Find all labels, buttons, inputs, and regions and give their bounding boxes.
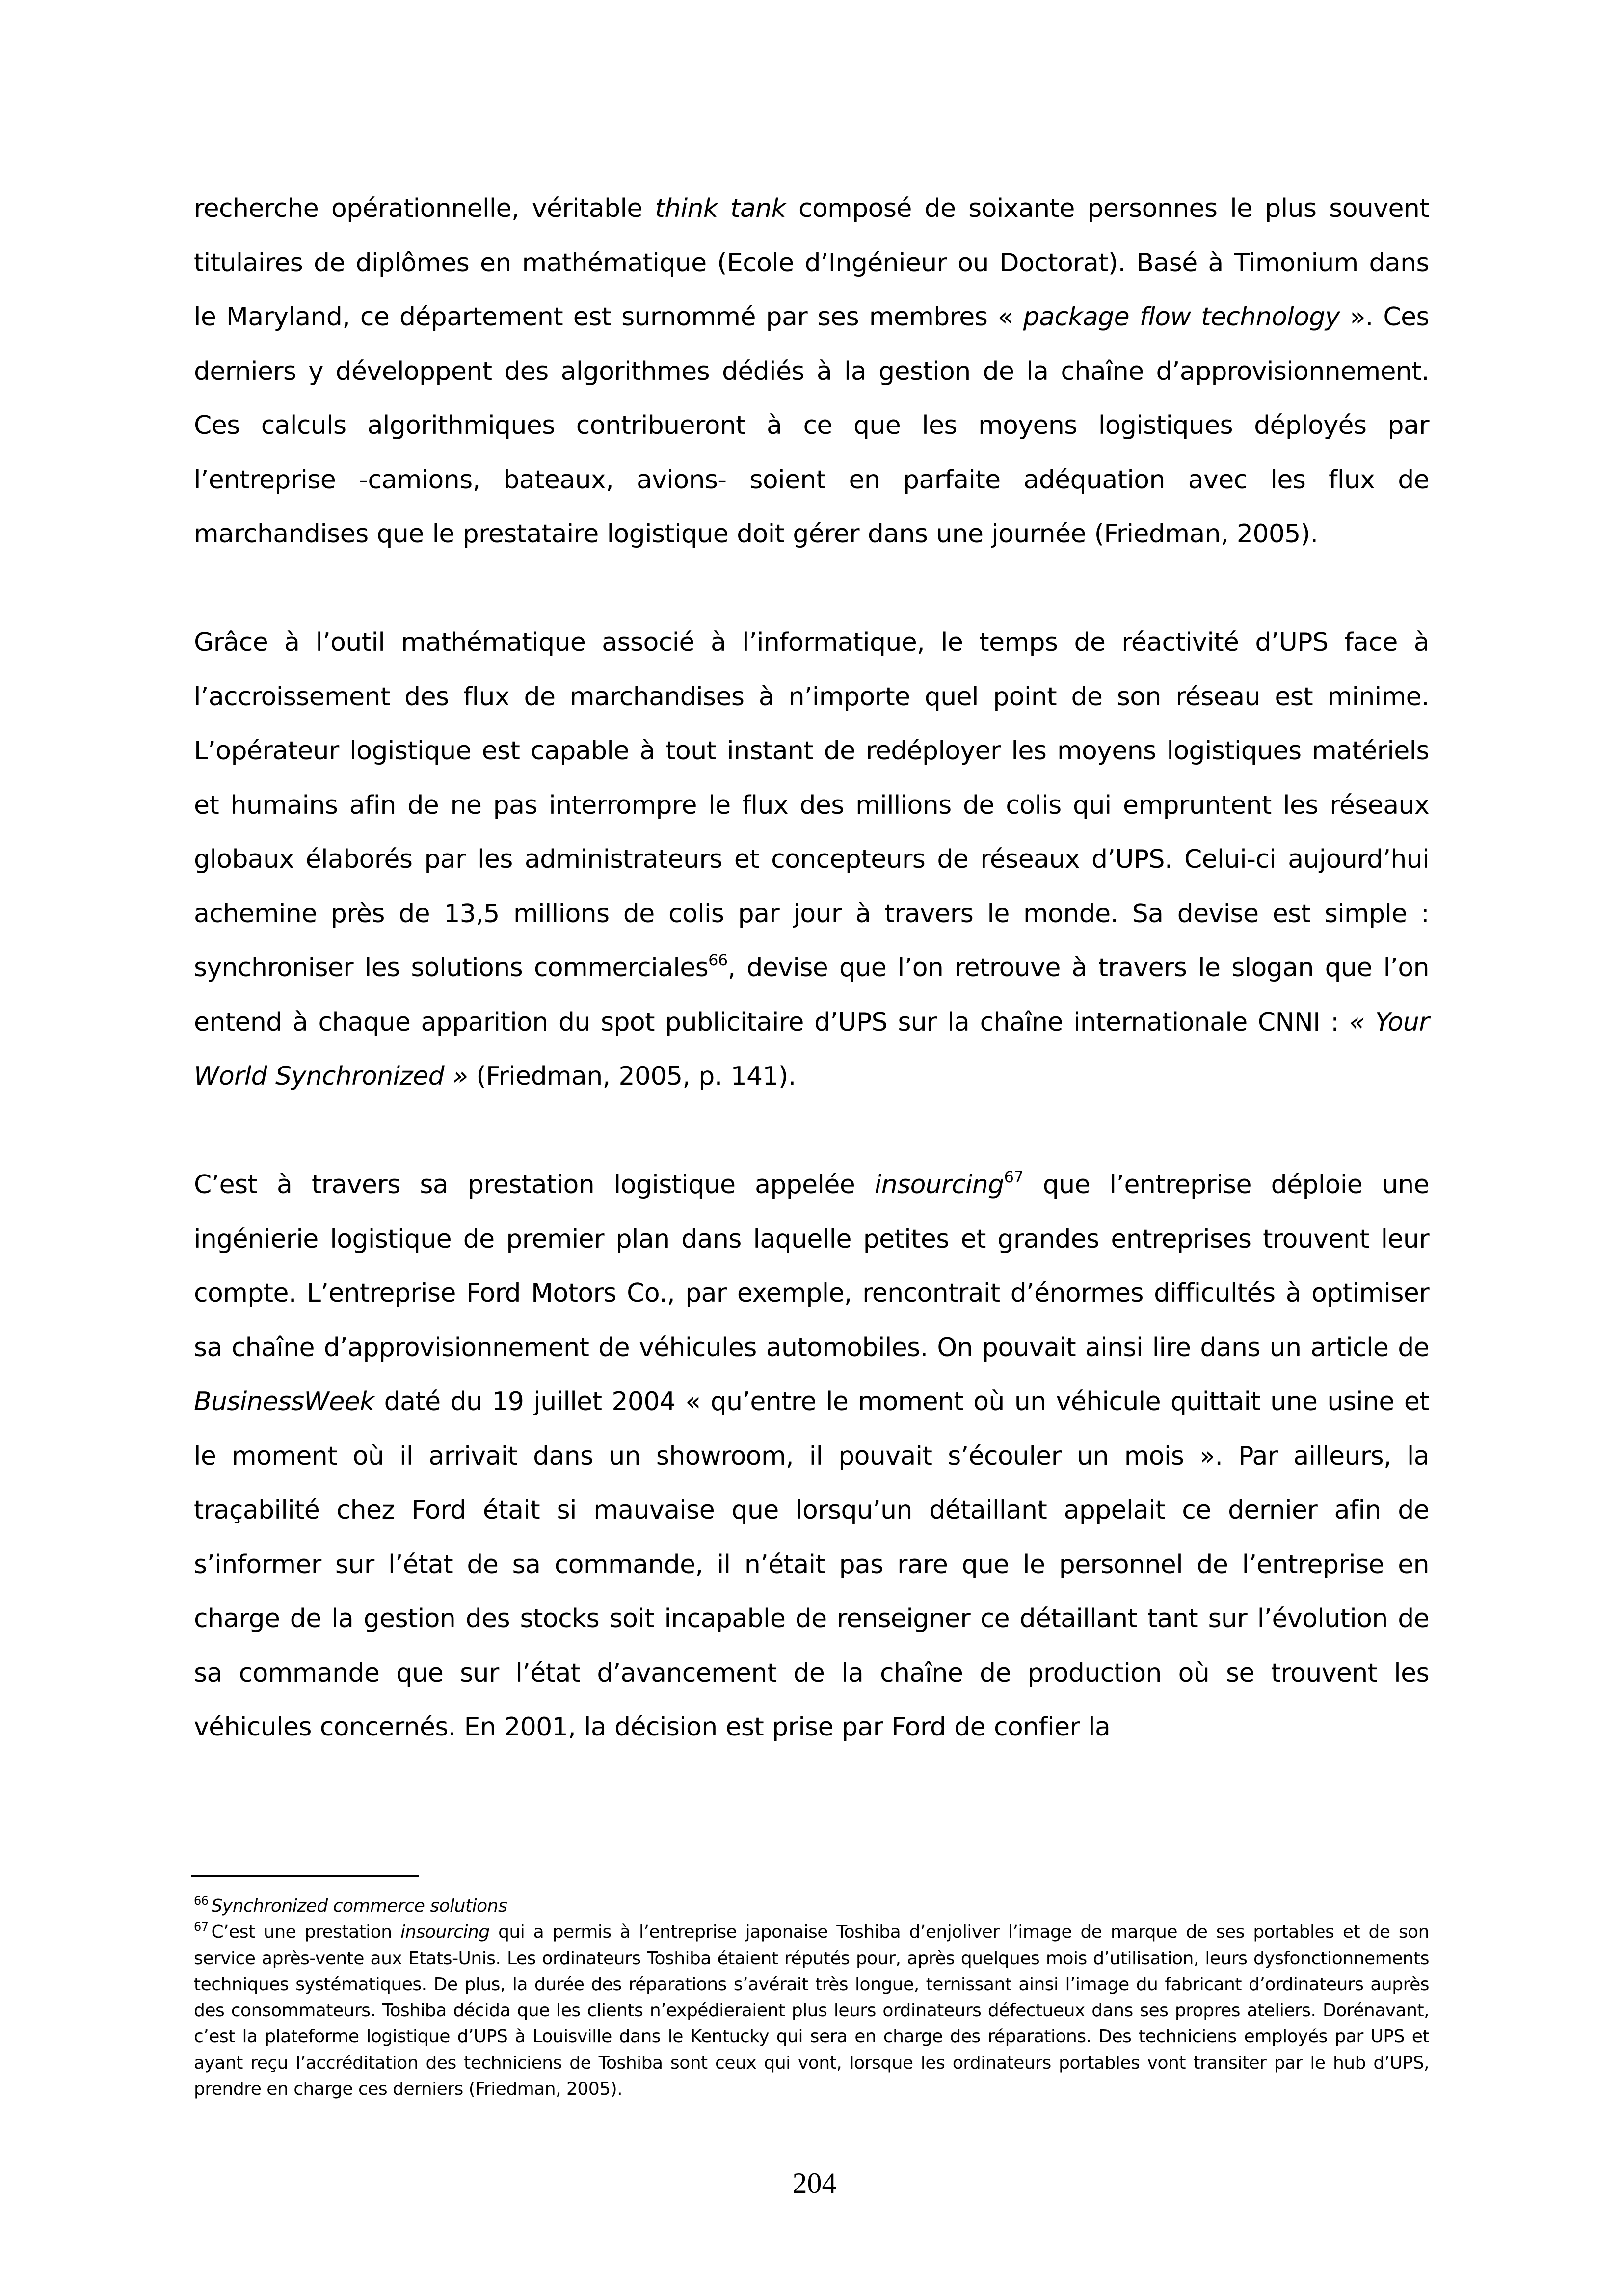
footnote-ref-66[interactable]: 66	[708, 951, 728, 969]
text-run: , devise que l’on retrouve à travers le slogan que l’on entend à chaque apparition du spot publicitaire d’UPS sur la chaîne internationale CNNI :	[194, 953, 1429, 1037]
text-run: (Friedman, 2005, p. 141).	[468, 1062, 796, 1091]
text-run: ». Ces derniers y développent des algorithmes dédiés à la gestion de la chaîne d’approvisionnement. Ces calculs algorithmiques contribueront à ce que les moyens logistiques déployés par l’entreprise -camions, bateaux, avions- soient en parfaite adéquation avec les flux de marchandises que le prestataire logistique doit gérer dans une journée (Friedman, 2005).	[194, 302, 1429, 549]
footnote-67	[194, 1919, 1429, 2102]
text-run: recherche opérationnelle, véritable	[194, 194, 655, 223]
paragraph-3	[194, 1158, 1429, 1755]
footnote-separator	[191, 1875, 419, 1877]
italic-term-businessweek: BusinessWeek	[194, 1387, 374, 1416]
italic-term-insourcing: insourcing	[874, 1170, 1004, 1200]
footnote-text: Synchronized commerce solutions	[211, 1896, 507, 1916]
paragraph-2	[194, 615, 1429, 1104]
text-run: C’est à travers sa prestation logistique appelée	[194, 1170, 875, 1200]
page-number: 204	[792, 2167, 837, 2199]
text-run: daté du 19 juillet 2004 « qu’entre le moment où un véhicule quittait une usine et le moment où il arrivait dans un showroom, il pouvait s’écouler un mois ». Par ailleurs, la traçabilité chez Ford était si mauvaise que lorsqu’un détaillant appelait ce dernier afin de s’informer sur l’état de sa commande, il n’était pas rare que le personnel de l’entreprise en charge de la gestion des stocks soit incapable de renseigner ce détaillant tant sur l’évolution de sa commande que sur l’état d’avancement de la chaîne de production où se trouvent les véhicules concernés. En 2001, la décision est prise par Ford de confier la	[194, 1387, 1429, 1742]
italic-term-package-flow-technology: package flow technology	[1023, 302, 1340, 332]
italic-slogan: « Your World Synchronized »	[194, 1007, 1429, 1091]
footnote-text: C’est une prestation	[211, 1922, 401, 1943]
italic-term-insourcing: insourcing	[400, 1922, 490, 1943]
footnote-number: 67	[194, 1920, 209, 1934]
paragraph-1	[194, 182, 1429, 561]
text-run: que l’entreprise déploie une ingénierie logistique de premier plan dans laquelle petites et grandes entreprises trouvent leur compte. L’entreprise Ford Motors Co., par exemple, rencontrait d’énormes difficultés à optimiser sa chaîne d’approvisionnement de véhicules automobiles. On pouvait ainsi lire dans un article de	[194, 1170, 1429, 1362]
italic-term-think-tank: think tank	[655, 194, 786, 223]
text-run: Grâce à l’outil mathématique associé à l’informatique, le temps de réactivité d’UPS face à l’accroissement des flux de marchandises à n’importe quel point de son réseau est minime. L’opérateur logistique est capable à tout instant de redéployer les moyens logistiques matériels et humains afin de ne pas interrompre le flux des millions de colis qui empruntent les réseaux globaux élaborés par les administrateurs et concepteurs de réseaux d’UPS. Celui-ci aujourd’hui achemine près de 13,5 millions de colis par jour à travers le monde. Sa devise est simple : synchroniser les solutions commerciales	[194, 628, 1429, 983]
body-text	[194, 182, 1429, 1755]
footnote-ref-67[interactable]: 67	[1004, 1168, 1024, 1186]
footnotes	[194, 1893, 1429, 2102]
footnote-number: 66	[194, 1894, 209, 1908]
footnote-66	[194, 1893, 1429, 1919]
text-run: composé de soixante personnes le plus souvent titulaires de diplômes en mathématique (Ecole d’Ingénieur ou Doctorat). Basé à Timonium dans le Maryland, ce département est surnommé par ses membres «	[194, 194, 1430, 332]
footnote-text: qui a permis à l’entreprise japonaise Toshiba d’enjoliver l’image de marque de ses portables et de son service après-vente aux Etats-Unis. Les ordinateurs Toshiba étaient réputés pour, après quelques mois d’utilisation, leurs dysfonctionnements techniques systématiques. De plus, la durée des réparations s’avérait très longue, ternissant ainsi l’image du fabricant d’ordinateurs auprès des consommateurs. Toshiba décida que les clients n’expédieraient plus leurs ordinateurs défectueux dans ses propres ateliers. Dorénavant, c’est la plateforme logistique d’UPS à Louisville dans le Kentucky qui sera en charge des réparations. Des techniciens employés par UPS et ayant reçu l’accréditation des techniciens de Toshiba sont ceux qui vont, lorsque les ordinateurs portables vont transiter par le hub d’UPS, prendre en charge ces derniers (Friedman, 2005).	[194, 1922, 1429, 2100]
